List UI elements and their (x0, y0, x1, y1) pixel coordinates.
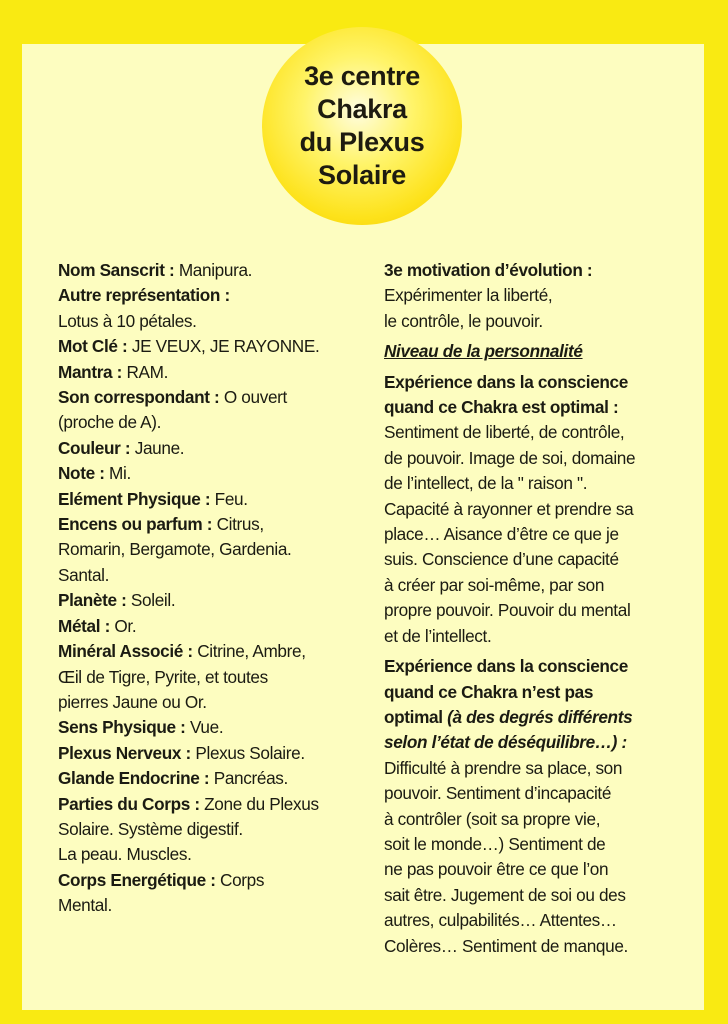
mineral-label: Minéral Associé : (58, 641, 193, 662)
parties-value-cont-1: Solaire. Système digestif. (58, 818, 243, 839)
mineral-entry (58, 639, 358, 664)
metal-entry (58, 614, 358, 639)
parties-value-cont-2: La peau. Muscles. (58, 844, 192, 865)
autre-entry (58, 283, 358, 308)
parties-entry (58, 792, 358, 817)
title-line-4: Solaire (318, 160, 406, 190)
nonoptimal-line: soit le monde…) Sentiment de (384, 833, 606, 854)
nonoptimal-heading-italic-3: (à des degrés différents (447, 706, 633, 727)
corps-entry (58, 868, 358, 893)
parties-label: Parties du Corps : (58, 793, 200, 814)
nonoptimal-heading-4: selon l’état de déséquilibre…) : (384, 732, 627, 753)
glande-value: Pancréas. (209, 768, 288, 789)
nonoptimal-line: Colères… Sentiment de manque. (384, 935, 628, 956)
autre-label: Autre représentation : (58, 285, 230, 306)
element-label: Elément Physique : (58, 488, 211, 509)
properties-column (58, 258, 358, 919)
plexus-value: Plexus Solaire. (190, 742, 305, 763)
planete-entry (58, 588, 358, 613)
chakra-title-sun (262, 27, 462, 225)
couleur-value: Jaune. (130, 437, 185, 458)
motivation-line-2: le contrôle, le pouvoir. (384, 310, 543, 331)
couleur-entry (58, 436, 358, 461)
optimal-line: et de l’intellect. (384, 625, 492, 646)
sens-value: Vue. (185, 717, 224, 738)
encens-value-cont-2: Santal. (58, 564, 110, 585)
son-value-cont: (proche de A). (58, 412, 162, 433)
element-value: Feu. (210, 488, 248, 509)
title-line-1: 3e centre (304, 61, 420, 91)
planete-label: Planète : (58, 590, 127, 611)
consciousness-column (384, 258, 684, 959)
nonoptimal-line: Difficulté à prendre sa place, son (384, 757, 623, 778)
optimal-heading-text-2: quand ce Chakra est optimal : (384, 397, 619, 418)
optimal-line: Sentiment de liberté, de contrôle, (384, 422, 625, 443)
planete-value: Soleil. (126, 590, 176, 611)
motivation-label: 3e motivation d’évolution : (384, 260, 593, 280)
optimal-line: Capacité à rayonner et prendre sa (384, 498, 634, 519)
mineral-value: Citrine, Ambre, (192, 641, 306, 662)
motivation-line-1: Expérimenter la liberté, (384, 285, 553, 306)
title-line-2: Chakra (317, 94, 407, 124)
optimal-line: de l’intellect, de la " raison ". (384, 473, 588, 494)
sanskrit-value: Manipura. (174, 260, 253, 280)
note-entry (58, 461, 358, 486)
optimal-heading-1 (384, 370, 684, 395)
optimal-heading-2 (384, 395, 684, 420)
title-line-3: du Plexus (299, 127, 425, 157)
mantra-entry (58, 360, 358, 385)
glande-entry (58, 766, 358, 791)
optimal-line: de pouvoir. Image de soi, domaine (384, 447, 636, 468)
optimal-heading-text-1: Expérience dans la conscience (384, 371, 628, 392)
nonoptimal-heading-text-2: quand ce Chakra n’est pas (384, 681, 594, 702)
motcle-label: Mot Clé : (58, 336, 128, 357)
son-entry (58, 385, 358, 410)
mineral-value-cont-2: pierres Jaune ou Or. (58, 691, 207, 712)
son-label: Son correspondant : (58, 387, 220, 408)
mineral-value-cont-1: Œil de Tigre, Pyrite, et toutes (58, 666, 268, 687)
corps-value-cont: Mental. (58, 895, 112, 916)
nonoptimal-heading-2 (384, 680, 684, 705)
motcle-value: JE VEUX, JE RAYONNE. (127, 336, 320, 357)
parties-value: Zone du Plexus (199, 793, 319, 814)
mantra-label: Mantra : (58, 361, 123, 382)
son-value: O ouvert (219, 387, 287, 408)
motcle-entry (58, 334, 358, 359)
sens-entry (58, 715, 358, 740)
encens-label: Encens ou parfum : (58, 514, 213, 535)
encens-entry (58, 512, 358, 537)
autre-value: Lotus à 10 pétales. (58, 310, 197, 331)
nonoptimal-line: ne pas pouvoir être ce que l’on (384, 859, 609, 880)
note-value: Mi. (104, 463, 131, 484)
element-entry (58, 487, 358, 512)
optimal-line: propre pouvoir. Pouvoir du mental (384, 600, 631, 621)
nonoptimal-heading-text-3: optimal (384, 706, 448, 727)
nonoptimal-heading-3 (384, 705, 684, 730)
sens-label: Sens Physique : (58, 717, 186, 738)
optimal-line: à créer par soi-même, par son (384, 574, 605, 595)
corps-label: Corps Energétique : (58, 869, 216, 890)
encens-value: Citrus, (212, 514, 264, 535)
nonoptimal-heading-1 (384, 654, 684, 679)
glande-label: Glande Endocrine : (58, 768, 210, 789)
nonoptimal-line: pouvoir. Sentiment d’incapacité (384, 783, 612, 804)
corps-value: Corps (215, 869, 265, 890)
motivation-heading (384, 258, 684, 283)
encens-value-cont-1: Romarin, Bergamote, Gardenia. (58, 539, 292, 560)
plexus-label: Plexus Nerveux : (58, 742, 191, 763)
metal-value: Or. (109, 615, 137, 636)
plexus-entry (58, 741, 358, 766)
nonoptimal-heading-text-1: Expérience dans la conscience (384, 656, 628, 677)
optimal-line: suis. Conscience d’une capacité (384, 549, 619, 570)
couleur-label: Couleur : (58, 437, 131, 458)
note-label: Note : (58, 463, 105, 484)
metal-label: Métal : (58, 615, 110, 636)
nonoptimal-line: à contrôler (soit sa propre vie, (384, 808, 601, 829)
sanskrit-label: Nom Sanscrit : (58, 260, 175, 280)
mantra-value: RAM. (122, 361, 169, 382)
sanskrit-entry (58, 258, 358, 283)
nonoptimal-line: sait être. Jugement de soi ou des (384, 884, 626, 905)
niveau-subheading: Niveau de la personnalité (384, 341, 583, 362)
optimal-line: place… Aisance d’être ce que je (384, 524, 619, 545)
nonoptimal-line: autres, culpabilités… Attentes… (384, 910, 617, 931)
